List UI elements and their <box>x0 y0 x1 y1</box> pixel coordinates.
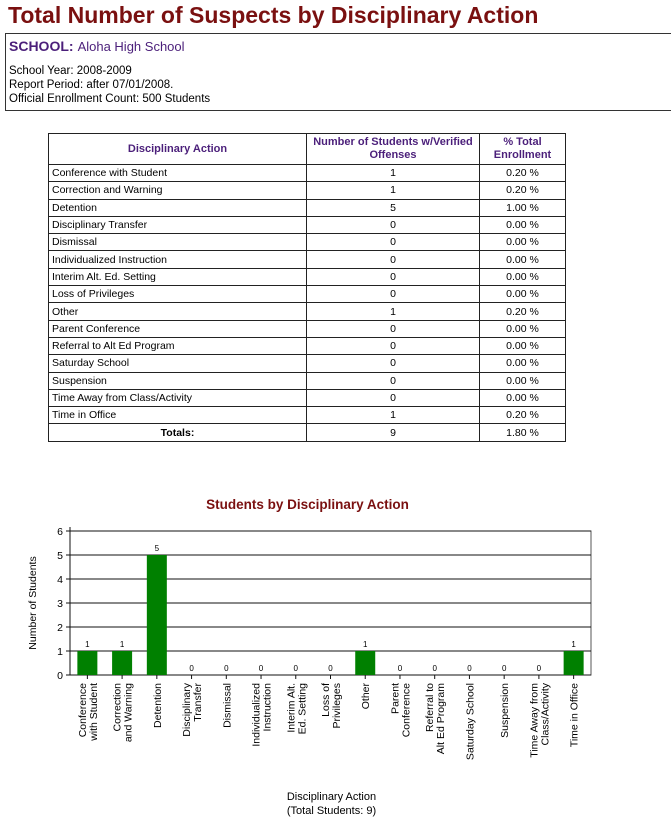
table-row <box>49 165 566 182</box>
cell-action: Detention <box>49 199 307 216</box>
bar-value-label: 0 <box>258 664 264 673</box>
table-row <box>49 199 566 216</box>
cell-pct: 1.00 % <box>480 199 566 216</box>
x-tick-label <box>221 683 233 728</box>
cell-action: Referral to Alt Ed Program <box>49 337 307 354</box>
x-tick-label-line: with Student <box>87 683 100 741</box>
header-number-students: Number of Students w/Verified Offenses <box>307 134 480 165</box>
report-period: Report Period: after 07/01/2008. <box>9 79 174 91</box>
cell-pct: 0.20 % <box>480 165 566 182</box>
cell-action: Time Away from Class/Activity <box>49 389 307 406</box>
x-axis-label: Disciplinary Action <box>286 791 377 803</box>
x-tick-label-line: Time Away from <box>528 683 541 758</box>
header-disciplinary-action: Disciplinary Action <box>49 134 307 165</box>
x-tick-label-line: Saturday School <box>464 683 477 761</box>
bar-value-label: 0 <box>397 664 403 673</box>
cell-action: Interim Alt. Ed. Setting <box>49 268 307 285</box>
cell-count: 0 <box>307 372 480 389</box>
cell-count: 0 <box>307 234 480 251</box>
x-tick-label <box>112 683 135 742</box>
cell-count: 0 <box>307 337 480 354</box>
table-row <box>49 182 566 199</box>
cell-action: Time in Office <box>49 407 307 424</box>
cell-count: 0 <box>307 251 480 268</box>
total-students-label: (Total Students: 9) <box>286 805 377 817</box>
x-tick-label <box>499 683 511 738</box>
x-tick-label-line: Interim Alt. <box>285 683 298 733</box>
cell-count: 0 <box>307 216 480 233</box>
x-tick-label-line: Instruction <box>261 683 274 732</box>
cell-count: 5 <box>307 199 480 216</box>
school-label: SCHOOL: <box>9 38 74 54</box>
x-tick-label-line: Other <box>360 683 373 710</box>
x-tick-label-line: Dismissal <box>221 683 234 728</box>
cell-action: Saturday School <box>49 355 307 372</box>
x-tick-label-line: Correction <box>111 683 124 732</box>
cell-pct: 0.20 % <box>480 182 566 199</box>
bar-value-label: 1 <box>85 640 90 649</box>
x-tick-label-line: Disciplinary <box>181 683 194 737</box>
bar-value-label: 0 <box>432 664 437 673</box>
y-tick-label: 5 <box>57 550 63 562</box>
cell-count: 0 <box>307 320 480 337</box>
y-tick-label: 4 <box>57 574 63 586</box>
bar-value-label: 0 <box>536 664 542 673</box>
x-tick-label <box>464 683 476 760</box>
x-tick-label-line: Ed. Setting <box>296 683 309 735</box>
x-tick-label <box>424 683 447 754</box>
school-year: School Year: 2008-2009 <box>9 65 132 77</box>
table-row <box>49 216 566 233</box>
table-row <box>49 372 566 389</box>
bar-value-label: 0 <box>328 664 333 673</box>
disciplinary-table <box>48 133 566 442</box>
cell-pct: 0.00 % <box>480 320 566 337</box>
x-tick-label-line: and Warning <box>122 683 135 743</box>
x-tick-label-line: Loss of <box>320 683 332 717</box>
bar <box>147 555 167 675</box>
bar-value-label: 5 <box>154 544 160 553</box>
cell-count: 0 <box>307 355 480 372</box>
y-axis-label: Number of Students <box>27 556 39 650</box>
cell-count: 0 <box>307 268 480 285</box>
cell-count: 0 <box>307 286 480 303</box>
y-tick-label: 2 <box>57 622 63 634</box>
bar <box>112 651 132 675</box>
totals-pct: 1.80 % <box>480 424 566 441</box>
table-row <box>49 234 566 251</box>
totals-label: Totals: <box>49 424 307 441</box>
cell-action: Loss of Privileges <box>49 286 307 303</box>
x-tick-label-line: Class/Activity <box>539 683 552 746</box>
cell-pct: 0.20 % <box>480 303 566 320</box>
cell-pct: 0.00 % <box>480 355 566 372</box>
bar-value-label: 0 <box>501 664 507 673</box>
cell-action: Disciplinary Transfer <box>49 216 307 233</box>
table-row <box>49 268 566 285</box>
enrollment-count: Official Enrollment Count: 500 Students <box>9 93 211 105</box>
cell-action: Suspension <box>49 372 307 389</box>
totals-count: 9 <box>307 424 480 441</box>
x-tick-label-line: Individualized <box>250 683 263 747</box>
cell-action: Other <box>49 303 307 320</box>
x-tick-label <box>152 683 164 728</box>
cell-action: Conference with Student <box>49 165 307 182</box>
x-tick-label-line: Conference <box>400 683 413 738</box>
chart-title: Students by Disciplinary Action <box>206 497 409 512</box>
y-tick-label: 6 <box>57 526 63 538</box>
x-tick-label <box>569 683 581 747</box>
cell-pct: 0.00 % <box>480 337 566 354</box>
school-info-box <box>5 33 671 111</box>
cell-pct: 0.00 % <box>480 372 566 389</box>
cell-count: 1 <box>307 182 480 199</box>
cell-pct: 0.00 % <box>480 286 566 303</box>
x-tick-label-line: Suspension <box>499 683 512 738</box>
table-row <box>49 286 566 303</box>
x-tick-label-line: Parent <box>389 683 402 714</box>
table-header-row <box>49 134 566 165</box>
table-row <box>49 389 566 406</box>
x-tick-label <box>360 683 372 710</box>
cell-action: Parent Conference <box>49 320 307 337</box>
bar-value-label: 1 <box>119 640 125 649</box>
x-tick-label <box>528 682 551 757</box>
bar <box>564 651 584 675</box>
cell-action: Dismissal <box>49 234 307 251</box>
x-tick-label-line: Time in Office <box>568 683 581 748</box>
cell-pct: 0.00 % <box>480 251 566 268</box>
x-tick-label <box>389 683 412 737</box>
x-tick-label-line: Detention <box>151 683 164 728</box>
bar-value-label: 1 <box>363 640 368 649</box>
bar-value-label: 0 <box>293 664 298 673</box>
x-tick-label-line: Referral to <box>424 683 437 733</box>
header-pct-enrollment: % Total Enrollment <box>480 134 566 165</box>
table-row <box>49 320 566 337</box>
bar-value-label: 1 <box>571 640 576 649</box>
y-tick-label: 0 <box>57 670 63 682</box>
bar-value-label: 0 <box>189 664 194 673</box>
bar-value-label: 0 <box>467 664 472 673</box>
table-row <box>49 407 566 424</box>
y-tick-label: 1 <box>57 646 63 658</box>
cell-pct: 0.00 % <box>480 216 566 233</box>
y-tick-label: 3 <box>57 598 63 610</box>
bar <box>77 651 97 675</box>
cell-count: 0 <box>307 389 480 406</box>
cell-count: 1 <box>307 165 480 182</box>
cell-pct: 0.00 % <box>480 389 566 406</box>
bar <box>355 651 375 675</box>
totals-row <box>49 424 566 441</box>
cell-action: Individualized Instruction <box>49 251 307 268</box>
x-tick-label-line: Conference <box>76 683 89 738</box>
school-name: Aloha High School <box>77 39 185 54</box>
table-row <box>49 303 566 320</box>
cell-count: 1 <box>307 407 480 424</box>
bar-value-label: 0 <box>224 664 229 673</box>
x-tick-label-line: Alt Ed Program <box>435 683 448 755</box>
school-line <box>9 38 185 56</box>
page-title: Total Number of Suspects by Disciplinary Action <box>8 2 539 28</box>
table-row <box>49 355 566 372</box>
x-tick-label <box>251 683 274 747</box>
table-row <box>49 251 566 268</box>
x-tick-label <box>77 683 100 742</box>
x-tick-label-line: Transfer <box>192 683 205 722</box>
cell-count: 1 <box>307 303 480 320</box>
x-tick-label-line: Privileges <box>331 683 343 729</box>
x-tick-label <box>320 683 343 729</box>
cell-action: Correction and Warning <box>49 182 307 199</box>
x-tick-label <box>181 682 204 736</box>
table-row <box>49 337 566 354</box>
cell-pct: 0.20 % <box>480 407 566 424</box>
bar-chart <box>0 520 671 792</box>
cell-pct: 0.00 % <box>480 268 566 285</box>
cell-pct: 0.00 % <box>480 234 566 251</box>
x-tick-label <box>285 683 308 735</box>
